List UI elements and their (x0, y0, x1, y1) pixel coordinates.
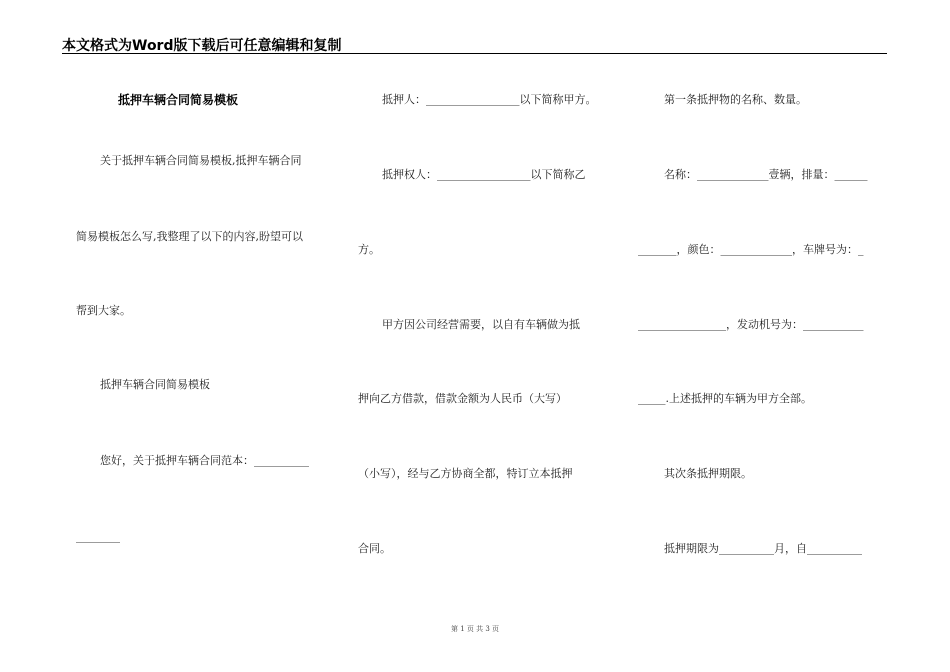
text-line: 帮到大家。 (76, 304, 131, 317)
text-line: 简易模板怎么写,我整理了以下的内容,盼望可以 (76, 230, 303, 243)
text-line: _____.上述抵押的车辆为甲方全部。 (638, 392, 812, 405)
text-line: 合同。 (358, 542, 391, 555)
text-line: 第一条抵押物的名称、数量。 (664, 93, 807, 106)
text-line: （小写），经与乙方协商全都，特订立本抵押 (358, 467, 573, 480)
text-line: 抵押期限为__________月，自__________ (664, 542, 862, 555)
text-line: 名称：_____________壹辆，排量：______ (664, 168, 868, 181)
header-rule (62, 53, 887, 54)
text-line: 抵押人：_________________以下简称甲方。 (382, 93, 597, 106)
text-line: 抵押车辆合同简易模板 (100, 378, 210, 391)
text-line: 关于抵押车辆合同简易模板,抵押车辆合同 (100, 154, 302, 167)
page-number: 第 1 页 共 3 页 (450, 625, 500, 633)
document-title: 抵押车辆合同简易模板 (118, 93, 239, 107)
text-line: 抵押权人：_________________以下简称乙 (382, 168, 586, 181)
text-line: 甲方因公司经营需要，以自有车辆做为抵 (382, 318, 580, 331)
text-line: 方。 (358, 243, 380, 256)
text-line: 押向乙方借款，借款金额为人民币（大写） (358, 392, 567, 405)
text-line: ________________，发动机号为：___________ (638, 318, 864, 331)
document-header: 本文格式为Word版下载后可任意编辑和复制 (62, 38, 342, 54)
text-line: 其次条抵押期限。 (664, 467, 752, 480)
text-line: 您好，关于抵押车辆合同范本：__________ (100, 454, 309, 467)
text-line: _______，颜色：_____________，车牌号为：_ (638, 243, 864, 256)
text-line: ________ (76, 530, 120, 543)
